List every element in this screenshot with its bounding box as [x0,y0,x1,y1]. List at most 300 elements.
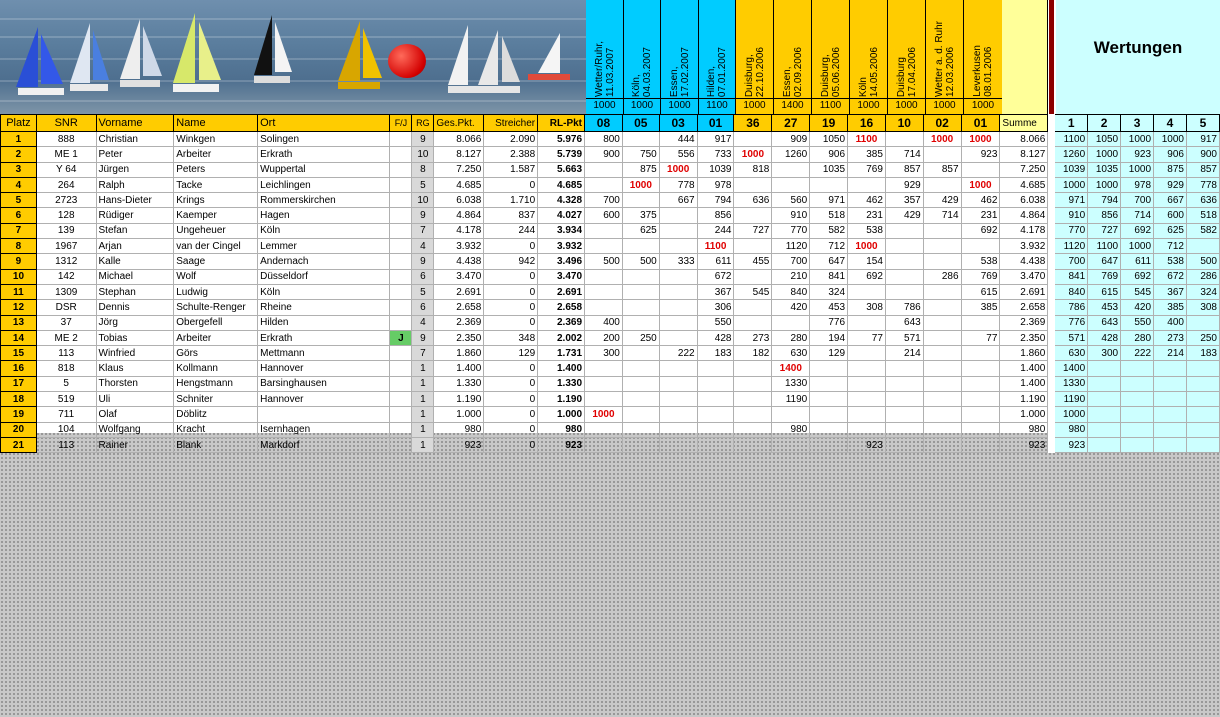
cell-wertung[interactable]: 770 [1055,223,1088,238]
cell-race-result[interactable]: 910 [772,208,810,223]
cell-snr[interactable]: 2723 [36,193,96,208]
cell-wertung[interactable]: 324 [1186,284,1219,299]
cell-rg[interactable]: 1 [412,437,434,452]
cell-race-result[interactable]: 1050 [810,132,848,147]
cell-race-result[interactable] [659,392,697,407]
cell-race-result[interactable] [772,407,810,422]
cell-race-result[interactable] [961,437,1000,452]
cell-ort[interactable]: Lemmer [258,239,390,254]
cell-vorname[interactable]: Stefan [96,223,174,238]
cell-race-result[interactable] [622,284,659,299]
cell-race-result[interactable] [622,269,659,284]
cell-rg[interactable]: 7 [412,346,434,361]
header-name[interactable]: Name [174,115,258,132]
cell-race-result[interactable]: 978 [697,177,734,192]
cell-race-result[interactable]: 367 [697,284,734,299]
cell-wertung[interactable]: 1000 [1154,132,1187,147]
cell-name[interactable]: Blank [174,437,258,452]
cell-rg[interactable]: 9 [412,254,434,269]
cell-race-result[interactable]: 750 [622,147,659,162]
cell-race-result[interactable] [734,132,772,147]
cell-platz[interactable]: 1 [1,132,37,147]
cell-snr[interactable]: 128 [36,208,96,223]
cell-race-result[interactable]: 727 [734,223,772,238]
cell-streicher[interactable]: 0 [484,269,538,284]
cell-name[interactable]: Hengstmann [174,376,258,391]
cell-race-result[interactable] [810,361,848,376]
cell-ges-pkt[interactable]: 8.066 [434,132,484,147]
cell-wertung[interactable]: 538 [1154,254,1187,269]
cell-snr[interactable]: 888 [36,132,96,147]
cell-wertung[interactable]: 923 [1055,437,1088,452]
cell-wertung[interactable] [1121,392,1154,407]
cell-wertung[interactable]: 571 [1055,330,1088,345]
cell-race-result[interactable]: 77 [961,330,1000,345]
cell-ges-pkt[interactable]: 4.178 [434,223,484,238]
cell-ges-pkt[interactable]: 8.127 [434,147,484,162]
cell-snr[interactable]: 711 [36,407,96,422]
cell-race-result[interactable] [697,422,734,437]
race-code-5[interactable]: 36 [734,115,772,132]
cell-vorname[interactable]: Christian [96,132,174,147]
cell-snr[interactable]: 264 [36,177,96,192]
header-summe[interactable]: Summe [1000,115,1048,132]
cell-wertung[interactable]: 978 [1121,177,1154,192]
cell-race-result[interactable] [923,239,961,254]
cell-wertung[interactable] [1121,407,1154,422]
cell-race-result[interactable] [659,330,697,345]
cell-ges-pkt[interactable]: 3.470 [434,269,484,284]
cell-platz[interactable]: 7 [1,223,37,238]
cell-race-result[interactable]: 769 [961,269,1000,284]
cell-race-result[interactable] [697,437,734,452]
cell-wertung[interactable]: 1100 [1055,132,1088,147]
cell-race-result[interactable]: 692 [961,223,1000,238]
cell-fj[interactable] [390,284,412,299]
cell-race-result[interactable] [734,392,772,407]
cell-race-result[interactable]: 518 [810,208,848,223]
wertung-header-4[interactable]: 4 [1154,115,1187,132]
cell-wertung[interactable]: 1120 [1055,239,1088,254]
cell-rg[interactable]: 5 [412,284,434,299]
cell-streicher[interactable]: 0 [484,361,538,376]
cell-race-result[interactable]: 444 [659,132,697,147]
cell-summe[interactable]: 2.658 [1000,300,1048,315]
cell-platz[interactable]: 15 [1,346,37,361]
cell-summe[interactable]: 6.038 [1000,193,1048,208]
cell-fj[interactable] [390,162,412,177]
cell-ort[interactable]: Solingen [258,132,390,147]
cell-ort[interactable]: Hannover [258,392,390,407]
cell-summe[interactable]: 4.685 [1000,177,1048,192]
cell-race-result[interactable] [622,392,659,407]
cell-rg[interactable]: 8 [412,162,434,177]
cell-wertung[interactable] [1154,361,1187,376]
cell-summe[interactable]: 8.066 [1000,132,1048,147]
cell-wertung[interactable]: 625 [1154,223,1187,238]
cell-streicher[interactable]: 0 [484,284,538,299]
cell-summe[interactable]: 1.190 [1000,392,1048,407]
cell-race-result[interactable]: 840 [772,284,810,299]
cell-ort[interactable]: Mettmann [258,346,390,361]
cell-race-result[interactable] [734,422,772,437]
cell-name[interactable]: Krings [174,193,258,208]
cell-fj[interactable] [390,193,412,208]
cell-race-result[interactable] [885,407,923,422]
cell-fj[interactable] [390,315,412,330]
cell-wertung[interactable]: 875 [1154,162,1187,177]
cell-wertung[interactable]: 400 [1154,315,1187,330]
wertung-header-5[interactable]: 5 [1186,115,1219,132]
cell-race-result[interactable] [961,392,1000,407]
cell-wertung[interactable]: 500 [1186,254,1219,269]
cell-streicher[interactable]: 0 [484,376,538,391]
cell-fj[interactable] [390,346,412,361]
cell-fj[interactable] [390,407,412,422]
cell-rl-pkt[interactable]: 2.369 [538,315,585,330]
cell-race-result[interactable]: 357 [885,193,923,208]
cell-vorname[interactable]: Michael [96,269,174,284]
cell-wertung[interactable]: 1330 [1055,376,1088,391]
cell-fj[interactable] [390,422,412,437]
cell-race-result[interactable] [772,437,810,452]
cell-wertung[interactable]: 1260 [1055,147,1088,162]
cell-name[interactable]: Ludwig [174,284,258,299]
cell-fj[interactable] [390,177,412,192]
cell-rl-pkt[interactable]: 1.400 [538,361,585,376]
cell-snr[interactable]: 139 [36,223,96,238]
cell-summe[interactable]: 1.860 [1000,346,1048,361]
cell-ges-pkt[interactable]: 4.438 [434,254,484,269]
cell-race-result[interactable]: 700 [585,193,623,208]
cell-race-result[interactable]: 1000 [734,147,772,162]
cell-ges-pkt[interactable]: 3.932 [434,239,484,254]
cell-race-result[interactable] [734,208,772,223]
cell-race-result[interactable] [923,407,961,422]
cell-streicher[interactable]: 1.710 [484,193,538,208]
cell-wertung[interactable] [1088,407,1121,422]
cell-platz[interactable]: 17 [1,376,37,391]
cell-race-result[interactable] [659,239,697,254]
cell-rl-pkt[interactable]: 1.000 [538,407,585,422]
cell-wertung[interactable] [1186,361,1219,376]
cell-summe[interactable]: 1.000 [1000,407,1048,422]
cell-wertung[interactable]: 550 [1121,315,1154,330]
cell-name[interactable]: Ungeheuer [174,223,258,238]
cell-race-result[interactable]: 600 [585,208,623,223]
cell-rl-pkt[interactable]: 4.027 [538,208,585,223]
cell-ort[interactable]: Köln [258,223,390,238]
cell-wertung[interactable]: 929 [1154,177,1187,192]
cell-race-result[interactable] [923,437,961,452]
header-ges[interactable]: Ges.Pkt. [434,115,484,132]
cell-wertung[interactable]: 700 [1055,254,1088,269]
cell-race-result[interactable] [961,239,1000,254]
cell-wertung[interactable] [1154,376,1187,391]
cell-streicher[interactable]: 129 [484,346,538,361]
cell-ort[interactable] [258,407,390,422]
cell-wertung[interactable]: 636 [1186,193,1219,208]
cell-rg[interactable]: 1 [412,422,434,437]
cell-streicher[interactable]: 0 [484,392,538,407]
cell-race-result[interactable] [848,376,886,391]
cell-platz[interactable]: 2 [1,147,37,162]
cell-fj[interactable] [390,437,412,452]
cell-snr[interactable]: 37 [36,315,96,330]
cell-platz[interactable]: 16 [1,361,37,376]
cell-wertung[interactable] [1154,392,1187,407]
cell-race-result[interactable]: 582 [810,223,848,238]
cell-rg[interactable]: 5 [412,177,434,192]
cell-fj[interactable] [390,361,412,376]
cell-race-result[interactable] [585,392,623,407]
cell-rg[interactable]: 9 [412,132,434,147]
cell-wertung[interactable] [1121,376,1154,391]
cell-vorname[interactable]: Tobias [96,330,174,345]
cell-wertung[interactable]: 518 [1186,208,1219,223]
cell-summe[interactable]: 1.400 [1000,376,1048,391]
cell-race-result[interactable] [923,376,961,391]
cell-race-result[interactable]: 200 [585,330,623,345]
cell-race-result[interactable]: 231 [848,208,886,223]
cell-wertung[interactable] [1088,437,1121,452]
cell-fj[interactable]: J [390,330,412,345]
cell-platz[interactable]: 8 [1,239,37,254]
cell-snr[interactable]: Y 64 [36,162,96,177]
cell-fj[interactable] [390,392,412,407]
cell-wertung[interactable]: 1035 [1088,162,1121,177]
cell-ort[interactable]: Barsinghausen [258,376,390,391]
cell-vorname[interactable]: Peter [96,147,174,162]
cell-ort[interactable]: Wuppertal [258,162,390,177]
cell-wertung[interactable]: 1400 [1055,361,1088,376]
cell-streicher[interactable]: 942 [484,254,538,269]
cell-race-result[interactable] [585,422,623,437]
cell-fj[interactable] [390,239,412,254]
cell-race-result[interactable]: 1120 [772,239,810,254]
cell-ort[interactable]: Erkrath [258,330,390,345]
cell-wertung[interactable] [1186,315,1219,330]
cell-vorname[interactable]: Jürgen [96,162,174,177]
cell-race-result[interactable] [810,437,848,452]
cell-wertung[interactable]: 667 [1154,193,1187,208]
cell-snr[interactable]: DSR [36,300,96,315]
race-code-4[interactable]: 01 [697,115,734,132]
cell-race-result[interactable]: 385 [961,300,1000,315]
cell-rg[interactable]: 4 [412,315,434,330]
cell-fj[interactable] [390,254,412,269]
cell-race-result[interactable]: 1190 [772,392,810,407]
cell-race-result[interactable]: 643 [885,315,923,330]
cell-race-result[interactable]: 308 [848,300,886,315]
cell-rl-pkt[interactable]: 5.663 [538,162,585,177]
cell-race-result[interactable] [734,315,772,330]
cell-race-result[interactable] [961,361,1000,376]
cell-race-result[interactable] [923,346,961,361]
cell-race-result[interactable] [585,300,623,315]
cell-wertung[interactable]: 250 [1186,330,1219,345]
cell-ort[interactable]: Isernhagen [258,422,390,437]
cell-streicher[interactable]: 0 [484,300,538,315]
cell-race-result[interactable]: 786 [885,300,923,315]
cell-race-result[interactable] [659,315,697,330]
cell-wertung[interactable]: 910 [1055,208,1088,223]
cell-race-result[interactable] [848,315,886,330]
cell-race-result[interactable] [659,422,697,437]
cell-race-result[interactable] [848,361,886,376]
cell-race-result[interactable]: 428 [697,330,734,345]
cell-ges-pkt[interactable]: 6.038 [434,193,484,208]
cell-wertung[interactable]: 611 [1121,254,1154,269]
cell-streicher[interactable]: 2.388 [484,147,538,162]
cell-race-result[interactable]: 194 [810,330,848,345]
cell-wertung[interactable]: 1000 [1055,407,1088,422]
cell-race-result[interactable] [659,223,697,238]
cell-ges-pkt[interactable]: 4.685 [434,177,484,192]
cell-snr[interactable]: ME 2 [36,330,96,345]
cell-wertung[interactable] [1186,437,1219,452]
cell-race-result[interactable] [923,392,961,407]
cell-race-result[interactable]: 420 [772,300,810,315]
cell-wertung[interactable] [1186,392,1219,407]
cell-ges-pkt[interactable]: 1.860 [434,346,484,361]
cell-rg[interactable]: 9 [412,208,434,223]
cell-summe[interactable]: 2.369 [1000,315,1048,330]
cell-wertung[interactable]: 672 [1154,269,1187,284]
cell-ges-pkt[interactable]: 1.400 [434,361,484,376]
cell-snr[interactable]: 1312 [36,254,96,269]
cell-wertung[interactable]: 906 [1154,147,1187,162]
cell-race-result[interactable] [585,284,623,299]
cell-ort[interactable]: Hilden [258,315,390,330]
cell-race-result[interactable]: 300 [585,346,623,361]
cell-snr[interactable]: ME 1 [36,147,96,162]
cell-vorname[interactable]: Jörg [96,315,174,330]
cell-race-result[interactable]: 1100 [848,132,886,147]
cell-ges-pkt[interactable]: 7.250 [434,162,484,177]
cell-vorname[interactable]: Wolfgang [96,422,174,437]
cell-race-result[interactable] [848,407,886,422]
cell-streicher[interactable]: 0 [484,437,538,452]
cell-race-result[interactable] [810,407,848,422]
cell-race-result[interactable] [961,376,1000,391]
cell-rg[interactable]: 9 [412,330,434,345]
cell-streicher[interactable]: 0 [484,422,538,437]
cell-summe[interactable]: 1.400 [1000,361,1048,376]
race-code-3[interactable]: 03 [659,115,697,132]
cell-wertung[interactable]: 794 [1088,193,1121,208]
cell-race-result[interactable]: 129 [810,346,848,361]
cell-race-result[interactable] [923,147,961,162]
cell-race-result[interactable] [659,437,697,452]
cell-wertung[interactable]: 367 [1154,284,1187,299]
cell-race-result[interactable] [923,254,961,269]
cell-wertung[interactable]: 545 [1121,284,1154,299]
cell-race-result[interactable] [848,392,886,407]
cell-race-result[interactable] [659,407,697,422]
cell-rl-pkt[interactable]: 3.932 [538,239,585,254]
cell-race-result[interactable]: 672 [697,269,734,284]
race-code-1[interactable]: 08 [585,115,623,132]
cell-platz[interactable]: 6 [1,208,37,223]
cell-summe[interactable]: 3.470 [1000,269,1048,284]
cell-wertung[interactable] [1186,407,1219,422]
cell-race-result[interactable] [885,223,923,238]
cell-race-result[interactable] [622,239,659,254]
cell-race-result[interactable] [622,300,659,315]
cell-race-result[interactable]: 611 [697,254,734,269]
cell-wertung[interactable]: 900 [1186,147,1219,162]
cell-rl-pkt[interactable]: 4.328 [538,193,585,208]
cell-wertung[interactable]: 1190 [1055,392,1088,407]
cell-wertung[interactable]: 615 [1088,284,1121,299]
header-snr[interactable]: SNR [36,115,96,132]
cell-race-result[interactable] [772,177,810,192]
cell-race-result[interactable]: 1260 [772,147,810,162]
cell-race-result[interactable] [961,346,1000,361]
cell-race-result[interactable]: 769 [848,162,886,177]
cell-rl-pkt[interactable]: 3.496 [538,254,585,269]
cell-race-result[interactable] [885,254,923,269]
cell-race-result[interactable]: 857 [885,162,923,177]
cell-race-result[interactable]: 794 [697,193,734,208]
cell-wertung[interactable] [1186,239,1219,254]
race-code-7[interactable]: 19 [810,115,848,132]
cell-race-result[interactable] [659,376,697,391]
cell-wertung[interactable] [1121,422,1154,437]
cell-summe[interactable]: 2.350 [1000,330,1048,345]
cell-ges-pkt[interactable]: 1.190 [434,392,484,407]
cell-race-result[interactable]: 222 [659,346,697,361]
cell-race-result[interactable] [622,422,659,437]
cell-platz[interactable]: 21 [1,437,37,452]
cell-race-result[interactable]: 455 [734,254,772,269]
cell-race-result[interactable]: 77 [848,330,886,345]
cell-race-result[interactable] [659,300,697,315]
cell-name[interactable]: Schulte-Renger [174,300,258,315]
cell-streicher[interactable]: 837 [484,208,538,223]
cell-rl-pkt[interactable]: 5.976 [538,132,585,147]
cell-race-result[interactable] [885,284,923,299]
cell-name[interactable]: Kollmann [174,361,258,376]
cell-race-result[interactable]: 453 [810,300,848,315]
race-code-6[interactable]: 27 [772,115,810,132]
cell-race-result[interactable] [848,177,886,192]
cell-snr[interactable]: 142 [36,269,96,284]
cell-ort[interactable]: Hannover [258,361,390,376]
cell-platz[interactable]: 18 [1,392,37,407]
cell-wertung[interactable]: 300 [1088,346,1121,361]
cell-race-result[interactable]: 154 [848,254,886,269]
cell-vorname[interactable]: Rüdiger [96,208,174,223]
cell-summe[interactable]: 4.438 [1000,254,1048,269]
cell-race-result[interactable]: 923 [961,147,1000,162]
cell-name[interactable]: Obergefell [174,315,258,330]
cell-race-result[interactable]: 210 [772,269,810,284]
header-rl[interactable]: RL-Pkt [538,115,585,132]
cell-race-result[interactable]: 1400 [772,361,810,376]
cell-race-result[interactable] [622,437,659,452]
cell-race-result[interactable] [585,269,623,284]
cell-wertung[interactable]: 280 [1121,330,1154,345]
cell-wertung[interactable] [1088,361,1121,376]
cell-race-result[interactable] [923,284,961,299]
race-code-8[interactable]: 16 [848,115,886,132]
cell-snr[interactable]: 104 [36,422,96,437]
cell-race-result[interactable] [697,376,734,391]
race-code-11[interactable]: 01 [961,115,1000,132]
cell-wertung[interactable]: 420 [1121,300,1154,315]
